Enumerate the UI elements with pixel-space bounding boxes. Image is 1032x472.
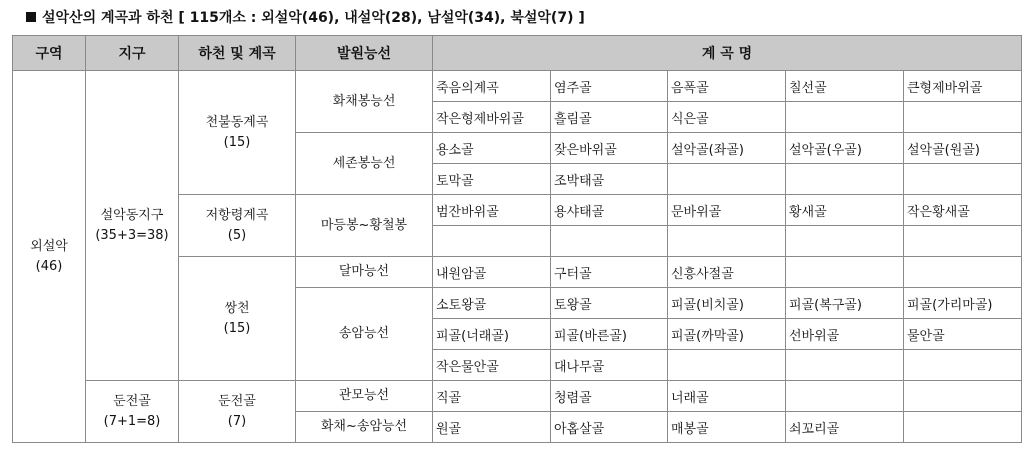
valley-cell: 피골(까막골) bbox=[668, 319, 786, 350]
valley-cell: 식은골 bbox=[668, 102, 786, 133]
valley-cell bbox=[786, 381, 904, 412]
valley-cell: 피골(바른골) bbox=[551, 319, 668, 350]
valley-table bbox=[12, 35, 1022, 443]
page-title-text: 설악산의 계곡과 하천 [ 115개소 : 외설악(46), 내설악(28), 남설악(34), 북설악(7) ] bbox=[42, 10, 585, 26]
valley-cell: 물안골 bbox=[904, 319, 1022, 350]
valley-cell: 원골 bbox=[433, 412, 551, 443]
valley-cell: 음폭골 bbox=[668, 71, 786, 102]
valley-cell: 구터골 bbox=[551, 257, 668, 288]
valley-cell: 작은황새골 bbox=[904, 195, 1022, 226]
valley-cell: 피골(복구골) bbox=[786, 288, 904, 319]
valley-cell bbox=[668, 164, 786, 195]
valley-cell: 큰형제바위골 bbox=[904, 71, 1022, 102]
table-row bbox=[13, 71, 1022, 102]
ridge-cell: 마등봉~황철봉 bbox=[296, 195, 433, 257]
valley-cell bbox=[786, 102, 904, 133]
valley-cell bbox=[433, 226, 551, 257]
valley-cell: 잦은바위골 bbox=[551, 133, 668, 164]
stream-cell: 쌍천 (15) bbox=[179, 257, 296, 381]
header-ridge: 발원능선 bbox=[296, 36, 433, 71]
table-row bbox=[13, 381, 1022, 412]
district-cell: 설악동지구 (35+3=38) bbox=[86, 71, 179, 381]
valley-cell: 문바위골 bbox=[668, 195, 786, 226]
valley-cell bbox=[551, 226, 668, 257]
valley-cell: 대나무골 bbox=[551, 350, 668, 381]
header-row bbox=[13, 36, 1022, 71]
stream-cell: 둔전골 (7) bbox=[179, 381, 296, 443]
valley-cell: 범잔바위골 bbox=[433, 195, 551, 226]
valley-cell: 내원암골 bbox=[433, 257, 551, 288]
header-stream: 하천 및 계곡 bbox=[179, 36, 296, 71]
stream-cell: 저항령계곡 (5) bbox=[179, 195, 296, 257]
valley-cell bbox=[786, 350, 904, 381]
district-cell: 둔전골 (7+1=8) bbox=[86, 381, 179, 443]
valley-cell: 매봉골 bbox=[668, 412, 786, 443]
valley-cell bbox=[904, 381, 1022, 412]
valley-cell: 용샤태골 bbox=[551, 195, 668, 226]
page-title bbox=[26, 6, 585, 28]
valley-cell: 직골 bbox=[433, 381, 551, 412]
valley-cell bbox=[904, 412, 1022, 443]
valley-cell bbox=[786, 257, 904, 288]
valley-cell: 용소골 bbox=[433, 133, 551, 164]
valley-cell: 작은물안골 bbox=[433, 350, 551, 381]
valley-cell bbox=[904, 350, 1022, 381]
valley-cell: 아홉살골 bbox=[551, 412, 668, 443]
valley-cell: 선바위골 bbox=[786, 319, 904, 350]
valley-cell: 토왕골 bbox=[551, 288, 668, 319]
ridge-cell: 송암능선 bbox=[296, 288, 433, 381]
valley-cell: 작은형제바위골 bbox=[433, 102, 551, 133]
valley-cell: 피골(비치골) bbox=[668, 288, 786, 319]
valley-cell: 피골(가리마골) bbox=[904, 288, 1022, 319]
ridge-cell: 관모능선 bbox=[296, 381, 433, 412]
valley-cell: 너래골 bbox=[668, 381, 786, 412]
valley-cell: 흘림골 bbox=[551, 102, 668, 133]
valley-cell: 소토왕골 bbox=[433, 288, 551, 319]
valley-cell: 칠선골 bbox=[786, 71, 904, 102]
valley-cell: 신흥사절골 bbox=[668, 257, 786, 288]
valley-cell bbox=[786, 226, 904, 257]
valley-cell: 죽음의계곡 bbox=[433, 71, 551, 102]
ridge-cell: 세존봉능선 bbox=[296, 133, 433, 195]
valley-cell bbox=[904, 226, 1022, 257]
valley-cell: 염주골 bbox=[551, 71, 668, 102]
valley-cell bbox=[904, 102, 1022, 133]
stream-cell: 천불동계곡 (15) bbox=[179, 71, 296, 195]
header-region: 구역 bbox=[13, 36, 86, 71]
valley-cell bbox=[904, 164, 1022, 195]
valley-cell bbox=[904, 257, 1022, 288]
valley-cell: 황새골 bbox=[786, 195, 904, 226]
region-cell: 외설악 (46) bbox=[13, 71, 86, 443]
valley-cell: 설악골(좌골) bbox=[668, 133, 786, 164]
valley-cell: 피골(너래골) bbox=[433, 319, 551, 350]
valley-cell bbox=[786, 164, 904, 195]
valley-cell: 설악골(우골) bbox=[786, 133, 904, 164]
valley-cell: 조박태골 bbox=[551, 164, 668, 195]
valley-cell: 쇠꼬리골 bbox=[786, 412, 904, 443]
header-valley-names: 계 곡 명 bbox=[433, 36, 1022, 71]
header-district: 지구 bbox=[86, 36, 179, 71]
valley-cell bbox=[668, 226, 786, 257]
valley-cell: 청렴골 bbox=[551, 381, 668, 412]
ridge-cell: 화채~송암능선 bbox=[296, 412, 433, 443]
ridge-cell: 화채봉능선 bbox=[296, 71, 433, 133]
valley-cell: 설악골(원골) bbox=[904, 133, 1022, 164]
valley-cell bbox=[668, 350, 786, 381]
ridge-cell: 달마능선 bbox=[296, 257, 433, 288]
valley-cell: 토막골 bbox=[433, 164, 551, 195]
black-square-icon bbox=[26, 12, 36, 22]
